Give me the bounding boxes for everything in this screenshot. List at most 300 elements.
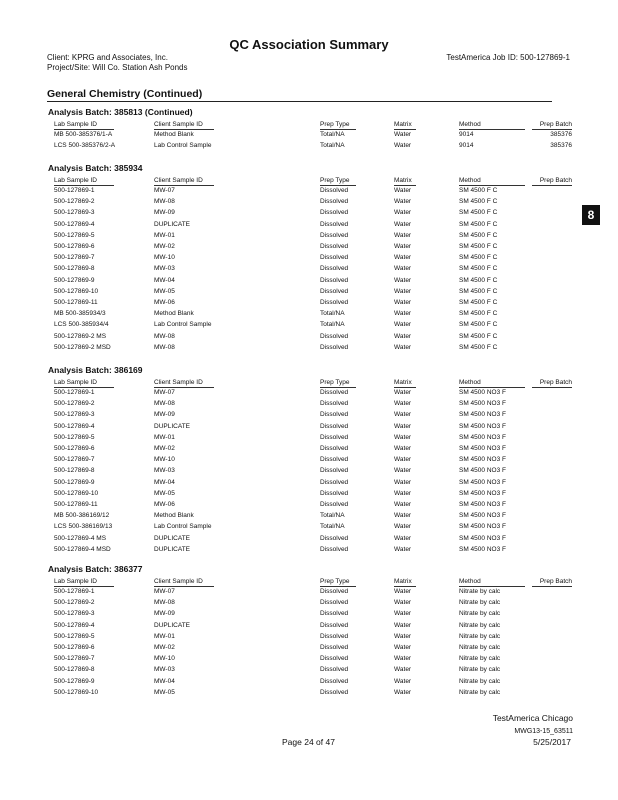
cell-prep-type: Dissolved — [320, 422, 349, 430]
cell-method: Nitrate by calc — [459, 599, 501, 607]
table-row — [0, 288, 618, 299]
cell-prep-type: Dissolved — [320, 534, 349, 542]
cell-prep-type: Total/NA — [320, 142, 345, 150]
cell-lab-sample-id: MB 500-385376/1-A — [54, 131, 113, 138]
cell-client-sample-id: MW-04 — [154, 276, 175, 284]
batch-title: Analysis Batch: 385934 — [48, 163, 143, 173]
table-row — [0, 344, 618, 355]
header-underline — [459, 129, 525, 130]
header-underline — [394, 129, 416, 130]
column-header-matrix: Matrix — [394, 379, 412, 386]
cell-method: SM 4500 NO3 F — [459, 445, 506, 452]
cell-method: SM 4500 F C — [459, 343, 498, 351]
cell-prep-batch: 385376 — [550, 131, 572, 138]
table-row — [0, 655, 618, 666]
column-header-method: Method — [459, 578, 481, 585]
cell-matrix: Water — [394, 220, 412, 228]
table-row — [0, 400, 618, 411]
cell-lab-sample-id: 500-127869-2 — [54, 198, 95, 206]
cell-prep-type: Dissolved — [320, 545, 349, 553]
cell-prep-type: Total/NA — [320, 310, 345, 318]
cell-method: 9014 — [459, 131, 474, 138]
cell-matrix: Water — [394, 688, 412, 696]
cell-lab-sample-id: 500-127869-7 — [54, 254, 95, 262]
cell-lab-sample-id: 500-127869-5 — [54, 433, 95, 441]
cell-matrix: Water — [394, 478, 412, 486]
cell-matrix: Water — [394, 677, 412, 685]
table-row — [0, 198, 618, 209]
cell-method: SM 4500 NO3 F — [459, 433, 506, 441]
table-row — [0, 523, 618, 534]
cell-method: SM 4500 NO3 F — [459, 501, 506, 508]
table-row — [0, 411, 618, 422]
cell-prep-type: Dissolved — [320, 276, 349, 284]
cell-prep-type: Dissolved — [320, 588, 349, 595]
cell-lab-sample-id: 500-127869-7 — [54, 456, 95, 464]
cell-prep-type: Dissolved — [320, 632, 349, 640]
column-header-matrix: Matrix — [394, 578, 412, 585]
cell-method: SM 4500 F C — [459, 299, 498, 306]
header-underline — [532, 185, 572, 186]
cell-method: SM 4500 NO3 F — [459, 534, 506, 542]
header-underline — [320, 129, 356, 130]
header-underline — [532, 586, 572, 587]
column-header-client-sample-id: Client Sample ID — [154, 379, 203, 386]
cell-client-sample-id: DUPLICATE — [154, 534, 190, 542]
cell-lab-sample-id: 500-127869-3 — [54, 610, 95, 618]
cell-lab-sample-id: 500-127869-10 — [54, 489, 99, 497]
cell-prep-type: Dissolved — [320, 243, 349, 250]
column-header-prep-type: Prep Type — [320, 177, 350, 184]
table-row — [0, 232, 618, 243]
cell-matrix: Water — [394, 632, 412, 640]
column-header-prep-batch: Prep Batch — [539, 177, 572, 184]
cell-matrix: Water — [394, 411, 412, 419]
cell-client-sample-id: MW-01 — [154, 433, 175, 441]
footer-page: Page 24 of 47 — [282, 737, 335, 747]
cell-lab-sample-id: LCS 500-385934/4 — [54, 321, 109, 329]
cell-lab-sample-id: 500-127869-3 — [54, 209, 95, 217]
cell-client-sample-id: MW-08 — [154, 343, 175, 351]
cell-matrix: Water — [394, 523, 412, 531]
cell-lab-sample-id: MB 500-385934/3 — [54, 310, 106, 318]
cell-matrix: Water — [394, 131, 412, 138]
cell-prep-type: Dissolved — [320, 287, 349, 295]
table-row — [0, 333, 618, 344]
cell-lab-sample-id: 500-127869-9 — [54, 276, 95, 284]
table-row — [0, 599, 618, 610]
cell-lab-sample-id: 500-127869-11 — [54, 299, 98, 306]
cell-client-sample-id: MW-07 — [154, 389, 175, 396]
cell-lab-sample-id: 500-127869-1 — [54, 389, 95, 396]
cell-client-sample-id: MW-06 — [154, 299, 175, 306]
table-row — [0, 243, 618, 254]
cell-lab-sample-id: 500-127869-9 — [54, 677, 95, 685]
cell-client-sample-id: MW-01 — [154, 231, 175, 239]
cell-client-sample-id: MW-10 — [154, 655, 175, 663]
header-underline — [394, 387, 416, 388]
column-header-matrix: Matrix — [394, 177, 412, 184]
table-row — [0, 187, 618, 198]
cell-matrix: Water — [394, 621, 412, 629]
cell-matrix: Water — [394, 400, 412, 408]
cell-lab-sample-id: 500-127869-1 — [54, 588, 95, 595]
cell-lab-sample-id: 500-127869-4 — [54, 220, 95, 228]
cell-matrix: Water — [394, 209, 412, 217]
cell-prep-type: Dissolved — [320, 677, 349, 685]
cell-matrix: Water — [394, 489, 412, 497]
footer-date: 5/25/2017 — [533, 737, 571, 747]
cell-client-sample-id: MW-08 — [154, 400, 175, 408]
table-row — [0, 277, 618, 288]
cell-method: SM 4500 NO3 F — [459, 389, 506, 396]
cell-prep-type: Dissolved — [320, 433, 349, 441]
cell-prep-type: Dissolved — [320, 400, 349, 408]
header-underline — [154, 586, 214, 587]
cell-prep-type: Dissolved — [320, 187, 349, 194]
cell-prep-type: Dissolved — [320, 621, 349, 629]
table-row — [0, 610, 618, 621]
cell-client-sample-id: MW-05 — [154, 688, 175, 696]
cell-lab-sample-id: 500-127869-6 — [54, 644, 95, 651]
cell-method: SM 4500 NO3 F — [459, 467, 506, 475]
cell-lab-sample-id: 500-127869-4 MSD — [54, 545, 111, 553]
cell-lab-sample-id: MB 500-386169/12 — [54, 512, 110, 520]
table-row — [0, 666, 618, 677]
table-row — [0, 588, 618, 599]
column-header-prep-batch: Prep Batch — [539, 121, 572, 128]
header-underline — [154, 129, 214, 130]
column-header-client-sample-id: Client Sample ID — [154, 121, 203, 128]
header-underline — [54, 387, 114, 388]
cell-lab-sample-id: 500-127869-6 — [54, 445, 95, 452]
cell-lab-sample-id: 500-127869-11 — [54, 501, 98, 508]
cell-method: SM 4500 F C — [459, 332, 498, 340]
cell-method: SM 4500 NO3 F — [459, 411, 506, 419]
cell-matrix: Water — [394, 644, 412, 651]
cell-method: SM 4500 F C — [459, 287, 498, 295]
column-header-lab-sample-id: Lab Sample ID — [54, 177, 97, 184]
column-header-lab-sample-id: Lab Sample ID — [54, 578, 97, 585]
cell-prep-type: Dissolved — [320, 411, 349, 419]
table-row — [0, 434, 618, 445]
column-header-client-sample-id: Client Sample ID — [154, 177, 203, 184]
cell-matrix: Water — [394, 142, 412, 150]
footer-company: TestAmerica Chicago — [492, 713, 573, 723]
batch-title: Analysis Batch: 386169 — [48, 365, 143, 375]
cell-method: SM 4500 F C — [459, 254, 498, 262]
cell-prep-type: Total/NA — [320, 131, 345, 138]
cell-client-sample-id: Lab Control Sample — [154, 142, 212, 150]
table-row — [0, 221, 618, 232]
cell-matrix: Water — [394, 433, 412, 441]
cell-prep-type: Dissolved — [320, 489, 349, 497]
cell-method: SM 4500 NO3 F — [459, 512, 506, 520]
cell-client-sample-id: Method Blank — [154, 512, 194, 520]
cell-lab-sample-id: 500-127869-5 — [54, 632, 95, 640]
cell-client-sample-id: MW-08 — [154, 332, 175, 340]
table-row — [0, 423, 618, 434]
section-title: General Chemistry (Continued) — [47, 88, 203, 100]
cell-client-sample-id: Method Blank — [154, 131, 194, 138]
cell-client-sample-id: MW-10 — [154, 456, 175, 464]
cell-client-sample-id: MW-05 — [154, 287, 175, 295]
cell-client-sample-id: MW-03 — [154, 265, 175, 273]
cell-matrix: Water — [394, 198, 412, 206]
cell-prep-type: Dissolved — [320, 231, 349, 239]
cell-client-sample-id: MW-04 — [154, 677, 175, 685]
table-row — [0, 456, 618, 467]
cell-matrix: Water — [394, 187, 412, 194]
cell-client-sample-id: MW-04 — [154, 478, 175, 486]
column-header-prep-type: Prep Type — [320, 121, 350, 128]
cell-prep-type: Total/NA — [320, 512, 345, 520]
cell-prep-type: Dissolved — [320, 688, 349, 696]
cell-matrix: Water — [394, 310, 412, 318]
header-underline — [394, 185, 416, 186]
header-underline — [54, 185, 114, 186]
cell-prep-type: Dissolved — [320, 666, 349, 674]
cell-prep-type: Dissolved — [320, 445, 349, 452]
footer-code: MWG13-15_63511 — [514, 728, 573, 735]
cell-client-sample-id: MW-03 — [154, 666, 175, 674]
cell-prep-type: Dissolved — [320, 254, 349, 262]
cell-method: SM 4500 F C — [459, 220, 498, 228]
column-header-lab-sample-id: Lab Sample ID — [54, 379, 97, 386]
cell-matrix: Water — [394, 265, 412, 273]
table-row — [0, 546, 618, 557]
cell-method: Nitrate by calc — [459, 588, 501, 595]
cell-method: Nitrate by calc — [459, 621, 501, 629]
cell-matrix: Water — [394, 389, 412, 396]
table-row — [0, 254, 618, 265]
section-divider — [47, 101, 552, 102]
cell-method: Nitrate by calc — [459, 666, 501, 674]
table-row — [0, 644, 618, 655]
cell-lab-sample-id: LCS 500-385376/2-A — [54, 142, 116, 150]
column-header-prep-type: Prep Type — [320, 379, 350, 386]
cell-matrix: Water — [394, 445, 412, 452]
header-underline — [459, 185, 525, 186]
cell-lab-sample-id: 500-127869-4 MS — [54, 534, 107, 542]
cell-prep-type: Dissolved — [320, 209, 349, 217]
column-header-prep-type: Prep Type — [320, 578, 350, 585]
cell-lab-sample-id: 500-127869-8 — [54, 265, 95, 273]
table-row — [0, 467, 618, 478]
page-title: QC Association Summary — [229, 37, 389, 52]
cell-prep-type: Dissolved — [320, 610, 349, 618]
cell-matrix: Water — [394, 254, 412, 262]
column-header-prep-batch: Prep Batch — [539, 379, 572, 386]
cell-client-sample-id: MW-08 — [154, 599, 175, 607]
cell-prep-type: Dissolved — [320, 220, 349, 228]
cell-client-sample-id: DUPLICATE — [154, 220, 190, 228]
cell-client-sample-id: DUPLICATE — [154, 422, 190, 430]
cell-client-sample-id: MW-02 — [154, 644, 175, 651]
cell-client-sample-id: MW-07 — [154, 187, 175, 194]
cell-prep-type: Dissolved — [320, 599, 349, 607]
column-header-matrix: Matrix — [394, 121, 412, 128]
header-underline — [54, 129, 114, 130]
header-underline — [154, 185, 214, 186]
column-header-method: Method — [459, 177, 481, 184]
cell-lab-sample-id: 500-127869-1 — [54, 187, 95, 194]
cell-prep-type: Dissolved — [320, 389, 349, 396]
cell-matrix: Water — [394, 231, 412, 239]
cell-lab-sample-id: 500-127869-10 — [54, 688, 99, 696]
cell-matrix: Water — [394, 243, 412, 250]
cell-client-sample-id: DUPLICATE — [154, 545, 190, 553]
cell-method: SM 4500 F C — [459, 310, 498, 318]
cell-matrix: Water — [394, 666, 412, 674]
cell-lab-sample-id: 500-127869-10 — [54, 287, 99, 295]
cell-method: SM 4500 NO3 F — [459, 523, 506, 531]
cell-client-sample-id: MW-03 — [154, 467, 175, 475]
cell-method: 9014 — [459, 142, 474, 150]
cell-lab-sample-id: 500-127869-7 — [54, 655, 95, 663]
cell-lab-sample-id: 500-127869-4 — [54, 422, 95, 430]
section-tab: 8 — [582, 205, 600, 225]
cell-matrix: Water — [394, 599, 412, 607]
cell-method: SM 4500 NO3 F — [459, 545, 506, 553]
cell-client-sample-id: MW-09 — [154, 610, 175, 618]
cell-lab-sample-id: 500-127869-5 — [54, 231, 95, 239]
cell-method: SM 4500 NO3 F — [459, 456, 506, 464]
table-row — [0, 310, 618, 321]
table-row — [0, 389, 618, 400]
cell-prep-type: Dissolved — [320, 478, 349, 486]
header-underline — [320, 387, 356, 388]
column-header-method: Method — [459, 121, 481, 128]
cell-method: Nitrate by calc — [459, 632, 501, 640]
cell-prep-type: Dissolved — [320, 456, 349, 464]
cell-matrix: Water — [394, 287, 412, 295]
cell-method: SM 4500 F C — [459, 276, 498, 284]
cell-client-sample-id: MW-08 — [154, 198, 175, 206]
header-underline — [459, 387, 525, 388]
cell-prep-type: Dissolved — [320, 299, 349, 306]
client-name: Client: KPRG and Associates, Inc. — [47, 53, 168, 62]
cell-matrix: Water — [394, 534, 412, 542]
cell-matrix: Water — [394, 545, 412, 553]
table-row — [0, 512, 618, 523]
table-row — [0, 689, 618, 700]
cell-prep-type: Dissolved — [320, 644, 349, 651]
project-site: Project/Site: Will Co. Station Ash Ponds — [47, 63, 188, 72]
cell-matrix: Water — [394, 501, 412, 508]
header-underline — [394, 586, 416, 587]
column-header-client-sample-id: Client Sample ID — [154, 578, 203, 585]
cell-matrix: Water — [394, 456, 412, 464]
table-row — [0, 142, 618, 153]
cell-method: SM 4500 NO3 F — [459, 400, 506, 408]
cell-matrix: Water — [394, 299, 412, 306]
cell-matrix: Water — [394, 588, 412, 595]
cell-lab-sample-id: 500-127869-2 MSD — [54, 343, 111, 351]
cell-lab-sample-id: LCS 500-386169/13 — [54, 523, 113, 531]
table-row — [0, 501, 618, 512]
cell-method: SM 4500 NO3 F — [459, 422, 506, 430]
header-underline — [532, 129, 572, 130]
cell-client-sample-id: Lab Control Sample — [154, 321, 212, 329]
table-row — [0, 678, 618, 689]
cell-matrix: Water — [394, 655, 412, 663]
header-underline — [320, 586, 356, 587]
batch-title: Analysis Batch: 385813 (Continued) — [48, 107, 193, 117]
cell-method: SM 4500 NO3 F — [459, 489, 506, 497]
cell-client-sample-id: MW-09 — [154, 411, 175, 419]
table-row — [0, 633, 618, 644]
cell-prep-type: Dissolved — [320, 265, 349, 273]
cell-client-sample-id: MW-10 — [154, 254, 175, 262]
table-row — [0, 265, 618, 276]
table-row — [0, 299, 618, 310]
cell-lab-sample-id: 500-127869-8 — [54, 666, 95, 674]
cell-method: Nitrate by calc — [459, 677, 501, 685]
cell-prep-type: Total/NA — [320, 523, 345, 531]
cell-client-sample-id: MW-07 — [154, 588, 175, 595]
cell-client-sample-id: MW-09 — [154, 209, 175, 217]
cell-lab-sample-id: 500-127869-3 — [54, 411, 95, 419]
cell-method: SM 4500 F C — [459, 243, 498, 250]
cell-matrix: Water — [394, 321, 412, 329]
header-underline — [54, 586, 114, 587]
cell-method: SM 4500 F C — [459, 198, 498, 206]
table-row — [0, 131, 618, 142]
cell-prep-type: Dissolved — [320, 198, 349, 206]
cell-client-sample-id: Lab Control Sample — [154, 523, 212, 531]
cell-method: SM 4500 F C — [459, 321, 498, 329]
cell-method: Nitrate by calc — [459, 688, 501, 696]
cell-matrix: Water — [394, 276, 412, 284]
cell-lab-sample-id: 500-127869-2 — [54, 400, 95, 408]
cell-matrix: Water — [394, 343, 412, 351]
table-row — [0, 535, 618, 546]
cell-method: SM 4500 NO3 F — [459, 478, 506, 486]
cell-client-sample-id: MW-02 — [154, 445, 175, 452]
table-row — [0, 490, 618, 501]
cell-prep-type: Dissolved — [320, 332, 349, 340]
cell-lab-sample-id: 500-127869-6 — [54, 243, 95, 250]
cell-client-sample-id: MW-02 — [154, 243, 175, 250]
column-header-method: Method — [459, 379, 481, 386]
cell-method: SM 4500 F C — [459, 265, 498, 273]
cell-client-sample-id: MW-06 — [154, 501, 175, 508]
table-row — [0, 479, 618, 490]
cell-lab-sample-id: 500-127869-9 — [54, 478, 95, 486]
cell-method: SM 4500 F C — [459, 231, 498, 239]
cell-client-sample-id: DUPLICATE — [154, 621, 190, 629]
cell-method: SM 4500 F C — [459, 187, 498, 194]
header-underline — [320, 185, 356, 186]
cell-lab-sample-id: 500-127869-2 — [54, 599, 95, 607]
cell-matrix: Water — [394, 332, 412, 340]
cell-client-sample-id: MW-01 — [154, 632, 175, 640]
cell-prep-batch: 385376 — [550, 142, 572, 150]
column-header-lab-sample-id: Lab Sample ID — [54, 121, 97, 128]
table-row — [0, 321, 618, 332]
cell-lab-sample-id: 500-127869-2 MS — [54, 332, 107, 340]
job-id: TestAmerica Job ID: 500-127869-1 — [446, 53, 570, 62]
table-row — [0, 209, 618, 220]
cell-prep-type: Dissolved — [320, 501, 349, 508]
cell-matrix: Water — [394, 422, 412, 430]
cell-client-sample-id: Method Blank — [154, 310, 194, 318]
cell-matrix: Water — [394, 512, 412, 520]
cell-method: SM 4500 F C — [459, 209, 498, 217]
table-row — [0, 445, 618, 456]
header-underline — [154, 387, 214, 388]
